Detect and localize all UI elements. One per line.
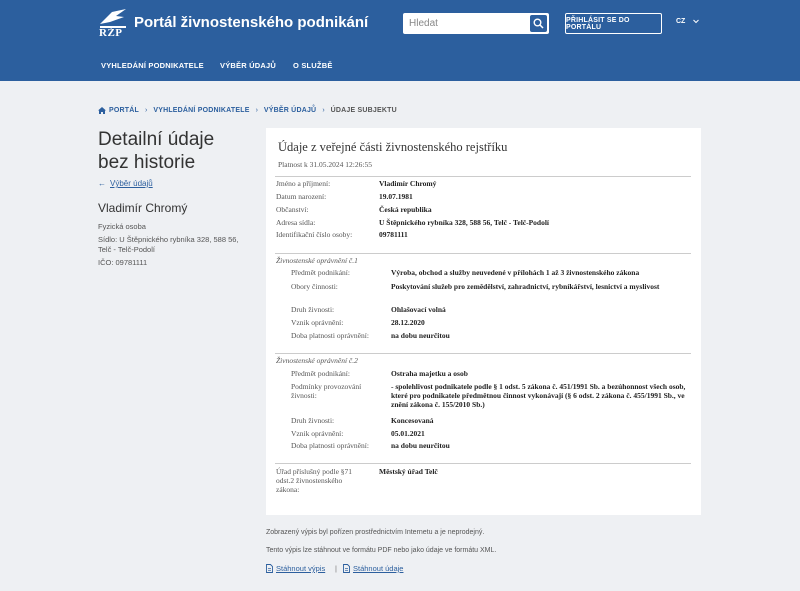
portal-title[interactable]: Portál živnostenského podnikání — [134, 14, 369, 31]
arrow-left-icon: ← — [98, 179, 106, 188]
breadcrumb-select[interactable]: VÝBĚR ÚDAJŮ — [263, 107, 317, 114]
search-input[interactable] — [409, 16, 527, 31]
breadcrumb-portal[interactable]: PORTÁL — [109, 107, 139, 114]
p2-label-type: Druh živnosti: — [291, 416, 335, 425]
p2-label-start: Vznik oprávnění: — [291, 429, 344, 438]
download-pdf-link[interactable]: Stáhnout výpis — [276, 564, 326, 573]
label-birth: Datum narození: — [276, 192, 327, 201]
value-citizenship: Česká republika — [379, 205, 432, 214]
p2-value-validity: na dobu neurčitou — [391, 441, 450, 450]
link-separator: | — [335, 564, 337, 573]
document-icon — [266, 564, 273, 573]
search-box — [403, 13, 549, 34]
divider — [275, 253, 691, 254]
chevron-down-icon[interactable] — [692, 17, 700, 25]
label-address: Adresa sídla: — [276, 218, 316, 227]
download-xml-link[interactable]: Stáhnout údaje — [353, 564, 404, 573]
permit1-heading: Živnostenské oprávnění č.1 — [276, 256, 358, 265]
nav-about[interactable]: O SLUŽBĚ — [293, 61, 333, 70]
breadcrumb — [98, 107, 397, 114]
divider — [275, 176, 691, 177]
p1-label-subject: Předmět podnikání: — [291, 268, 350, 277]
value-office: Městský úřad Telč — [379, 467, 438, 476]
search-button[interactable] — [530, 15, 547, 32]
register-card — [266, 128, 701, 515]
divider — [275, 463, 691, 464]
permit2-heading: Živnostenské oprávnění č.2 — [276, 356, 358, 365]
page-title — [98, 128, 214, 174]
back-link[interactable] — [98, 179, 153, 188]
footer-note-2: Tento výpis lze stáhnout ve formátu PDF nebo jako údaje ve formátu XML. — [266, 547, 497, 554]
search-icon — [533, 18, 544, 29]
chevron-right-icon: › — [144, 107, 148, 114]
subject-name: Vladimír Chromý — [98, 201, 188, 215]
value-id: 09781111 — [379, 230, 408, 239]
p1-value-subject: Výroba, obchod a služby neuvedené v přílohách 1 až 3 živnostenského zákona — [391, 268, 640, 277]
validity-date: Platnost k 31.05.2024 12:26:55 — [278, 160, 372, 169]
label-name: Jméno a příjmení: — [276, 179, 331, 188]
subject-info — [98, 222, 248, 268]
p2-value-type: Koncesovaná — [391, 416, 434, 425]
divider — [275, 353, 691, 354]
card-title: Údaje z veřejné části živnostenského rejstříku — [278, 140, 508, 154]
breadcrumb-current: ÚDAJE SUBJEKTU — [330, 107, 397, 114]
page-title-line1: Detailní údaje — [98, 129, 215, 150]
nav-select-data[interactable]: VÝBĚR ÚDAJŮ — [220, 61, 276, 70]
p2-value-conditions: - spolehlivost podnikatele podle § 1 odst. 5 zákona č. 451/1991 Sb. a bezúhonnost všech osob, které pro podnikatele předmětnou činnost vykonávají (§ 6 odst. 2 zákona č. 455/1991 Sb., ve znění zákona č. 155/2010 Sb.) — [391, 382, 686, 409]
page-title-line2: bez historie — [98, 152, 196, 173]
breadcrumb-search[interactable]: VYHLEDÁNÍ PODNIKATELE — [153, 107, 250, 114]
label-citizenship: Občanství: — [276, 205, 309, 214]
subject-address: Sídlo: U Štěpnického rybníka 328, 588 56, Telč - Telč-Podolí — [98, 235, 239, 254]
value-birth: 19.07.1981 — [379, 192, 413, 201]
home-icon[interactable] — [98, 107, 106, 114]
p1-label-validity: Doba platnosti oprávnění: — [291, 331, 369, 340]
p2-value-subject: Ostraha majetku a osob — [391, 369, 468, 378]
site-header — [0, 0, 800, 81]
p1-label-start: Vznik oprávnění: — [291, 318, 344, 327]
p1-value-start: 28.12.2020 — [391, 318, 425, 327]
subject-type: Fyzická osoba — [98, 222, 146, 231]
label-office: Úřad příslušný podle §71 odst.2 živnostenského zákona: — [276, 467, 353, 494]
document-icon — [343, 564, 350, 573]
chevron-right-icon: › — [255, 107, 258, 114]
chevron-right-icon: › — [322, 107, 325, 114]
p2-label-subject: Předmět podnikání: — [291, 369, 350, 378]
label-id: Identifikační číslo osoby: — [276, 230, 353, 239]
logo-text: RŽP — [99, 27, 123, 39]
nav-search-business[interactable]: VYHLEDÁNÍ PODNIKATELE — [101, 61, 204, 70]
p1-value-validity: na dobu neurčitou — [391, 331, 450, 340]
p1-value-fields: Poskytování služeb pro zemědělství, zahradnictví, rybníkářství, lesnictví a myslivost — [391, 282, 660, 291]
value-name: Vladimír Chromý — [379, 179, 437, 188]
p2-label-conditions: Podmínky provozování živnosti: — [291, 382, 362, 400]
footer-note-1: Zobrazený výpis byl pořízen prostřednictvím Internetu a je neprodejný. — [266, 529, 485, 536]
p2-value-start: 05.01.2021 — [391, 429, 425, 438]
p1-label-fields: Obory činnosti: — [291, 282, 338, 291]
language-selector[interactable]: CZ — [676, 18, 686, 25]
p2-label-validity: Doba platnosti oprávnění: — [291, 441, 369, 450]
login-button[interactable]: PŘIHLÁSIT SE DO PORTÁLU — [565, 13, 662, 34]
p1-value-type: Ohlašovací volná — [391, 305, 446, 314]
p1-label-type: Druh živnosti: — [291, 305, 335, 314]
back-link-label[interactable]: Výběr údajů — [110, 179, 153, 188]
value-address: U Štěpnického rybníka 328, 588 56, Telč - Telč-Podolí — [379, 218, 550, 227]
subject-ico: IČO: 09781111 — [98, 258, 148, 267]
